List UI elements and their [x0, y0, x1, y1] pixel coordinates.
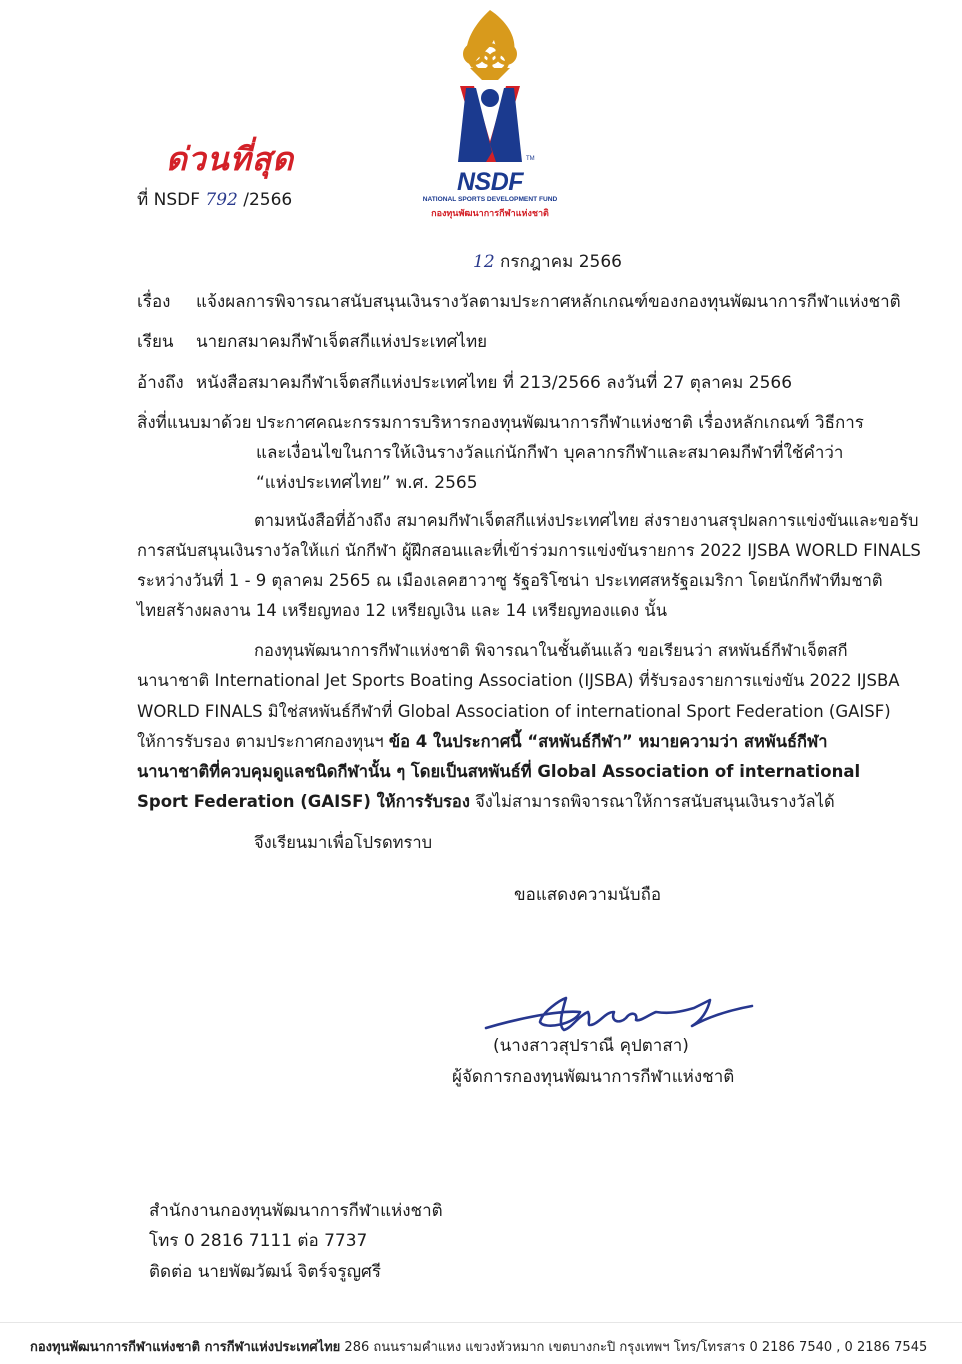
closing-text: จึงเรียนมาเพื่อโปรดทราบ — [254, 833, 433, 852]
paragraph-line: นานาชาติ International Jet Sports Boating Association (IJSBA) ที่รับรองรายการแข่งขัน 2022 IJSBA — [137, 671, 900, 690]
date-handwritten: 12 — [473, 252, 495, 272]
paragraph-line: กองทุนพัฒนาการกีฬาแห่งชาติ พิจารณาในชั้นต้นแล้ว ขอเรียนว่า สหพันธ์กีฬาเจ็ตสกี — [254, 641, 848, 660]
doc-number-suffix: /2566 — [237, 190, 293, 210]
paragraph-text: จึงไม่สามารถพิจารณาให้การสนับสนุนเงินรางวัลได้ — [469, 792, 835, 811]
torch-cup — [470, 68, 510, 80]
regards-text: ขอแสดงความนับถือ — [514, 885, 662, 905]
paragraph-bold-line: นานาชาติที่ควบคุมดูแลชนิดกีฬานั้น ๆ โดยเป็นสหพันธ์ที่ Global Association of international — [137, 762, 861, 781]
document-number — [137, 186, 292, 213]
doc-number-prefix: ที่ NSDF — [137, 190, 206, 210]
paragraph-bold-text: ข้อ 4 ในประกาศนี้ “สหพันธ์กีฬา” หมายความว่า สหพันธ์กีฬา — [388, 732, 828, 751]
subject-value: แจ้งผลการพิจารณาสนับสนุนเงินรางวัลตามประกาศหลักเกณฑ์ของกองทุนพัฒนาการกีฬาแห่งชาติ — [196, 292, 901, 312]
contact-office: สำนักงานกองทุนพัฒนาการกีฬาแห่งชาติ — [149, 1201, 443, 1221]
letter-date — [473, 248, 622, 275]
logo-thai-name: กองทุนพัฒนาการกีฬาแห่งชาติ — [431, 208, 549, 218]
paragraph-line — [137, 787, 835, 817]
doc-number-handwritten: 792 — [205, 190, 238, 210]
logo-acronym: NSDF — [456, 168, 524, 196]
paragraph-text: ให้การรับรอง ตามประกาศกองทุนฯ — [137, 732, 389, 751]
to-label: เรียน — [137, 332, 174, 352]
footer-org: กองทุนพัฒนาการกีฬาแห่งชาติ การกีฬาแห่งประเทศไทย — [30, 1340, 341, 1355]
to-value: นายกสมาคมกีฬาเจ็ตสกีแห่งประเทศไทย — [196, 332, 488, 352]
attachment-line: “แห่งประเทศไทย” พ.ศ. 2565 — [256, 473, 478, 493]
attachment-line: และเงื่อนไขในการให้เงินรางวัลแก่นักกีฬา บุคลากรกีฬาและสมาคมกีฬาที่ใช้คำว่า — [256, 443, 844, 463]
reference-value: หนังสือสมาคมกีฬาเจ็ตสกีแห่งประเทศไทย ที่ 213/2566 ลงวันที่ 27 ตุลาคม 2566 — [196, 373, 793, 393]
contact-person: ติดต่อ นายพัฒวัฒน์ จิตร์จรูญศรี — [149, 1262, 381, 1282]
logo-english-name: NATIONAL SPORTS DEVELOPMENT FUND — [422, 196, 558, 203]
figure-head — [481, 89, 499, 107]
contact-phone: โทร 0 2816 7111 ต่อ 7737 — [149, 1231, 368, 1251]
paragraph-line: ตามหนังสือที่อ้างถึง สมาคมกีฬาเจ็ตสกีแห่งประเทศไทย ส่งรายงานสรุปผลการแข่งขันและขอรับ — [254, 511, 919, 530]
footer-divider — [0, 1322, 962, 1323]
subject-label: เรื่อง — [137, 292, 171, 312]
signatory-position: ผู้จัดการกองทุนพัฒนาการกีฬาแห่งชาติ — [452, 1067, 735, 1087]
paragraph-line — [137, 727, 828, 757]
paragraph-line: ไทยสร้างผลงาน 14 เหรียญทอง 12 เหรียญเงิน และ 14 เหรียญทองแดง นั้น — [137, 601, 667, 620]
paragraph-bold-text: Sport Federation (GAISF) ให้การรับรอง — [137, 792, 470, 811]
attachment-line: ประกาศคณะกรรมการบริหารกองทุนพัฒนาการกีฬาแห่งชาติ เรื่องหลักเกณฑ์ วิธีการ — [256, 413, 864, 433]
footer-address — [30, 1336, 927, 1357]
paragraph-line: ระหว่างวันที่ 1 - 9 ตุลาคม 2565 ณ เมืองเลคฮาวาซู รัฐอริโซน่า ประเทศสหรัฐอเมริกา โดยนักกีฬาทีมชาติ — [137, 571, 883, 590]
reference-label: อ้างถึง — [137, 373, 184, 393]
footer-details: 286 ถนนรามคำแหง แขวงหัวหมาก เขตบางกะปิ กรุงเทพฯ โทร/โทรสาร 0 2186 7540 , 0 2186 7545 — [340, 1340, 928, 1355]
paragraph-line: WORLD FINALS มิใช่สหพันธ์กีฬาที่ Global Association of international Sport Federation (GAISF) — [137, 702, 891, 721]
nsdf-logo — [410, 2, 570, 224]
attachment-label: สิ่งที่แนบมาด้วย — [137, 413, 252, 433]
signatory-name: (นางสาวสุปราณี คุปตาสา) — [493, 1036, 689, 1056]
paragraph-line: การสนับสนุนเงินรางวัลให้แก่ นักกีฬา ผู้ฝึกสอนและที่เข้าร่วมการแข่งขันรายการ 2022 IJSBA WORLD FINALS — [137, 541, 921, 560]
date-text: กรกฎาคม 2566 — [494, 252, 622, 272]
tm-mark: TM — [526, 156, 535, 162]
urgent-stamp: ด่วนที่สุด — [166, 140, 295, 178]
